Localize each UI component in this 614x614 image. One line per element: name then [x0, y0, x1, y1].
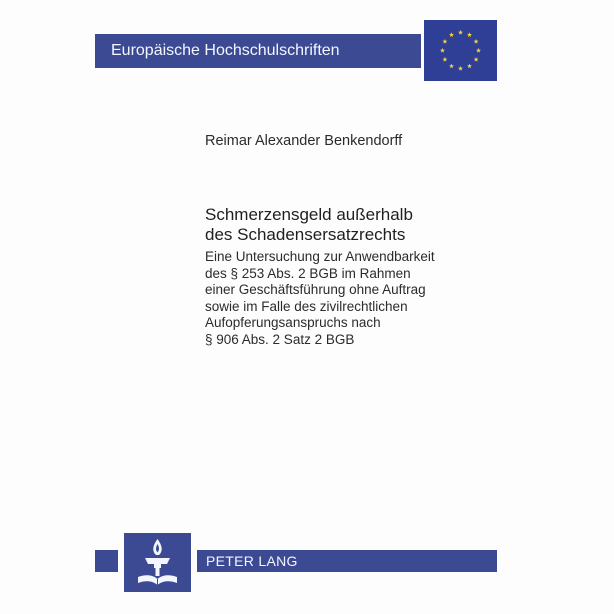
eu-star-icon	[458, 66, 463, 71]
eu-star-icon	[474, 57, 479, 62]
eu-star-icon	[467, 32, 472, 37]
book-title-line: des Schadensersatzrechts	[205, 225, 406, 244]
series-title: Europäische Hochschulschriften	[111, 42, 340, 59]
eu-star-icon	[467, 63, 472, 68]
eu-star-icon	[474, 39, 479, 44]
subtitle-line: des § 253 Abs. 2 BGB im Rahmen	[205, 265, 411, 281]
publisher-lamp-logo-icon	[124, 533, 191, 592]
subtitle-line: Eine Untersuchung zur Anwendbarkeit	[205, 249, 435, 264]
series-title-bar	[95, 34, 421, 68]
book-subtitle	[205, 249, 435, 348]
eu-star-icon	[442, 57, 447, 62]
eu-star-icon	[442, 39, 447, 44]
eu-star-icon	[449, 32, 454, 37]
subtitle-line: sowie im Falle des zivilrechtlichen	[205, 298, 408, 314]
eu-star-icon	[458, 30, 463, 35]
publisher-bar	[197, 550, 497, 572]
eu-star-icon	[449, 63, 454, 68]
book-title	[205, 205, 413, 245]
eu-star-icon	[440, 48, 445, 53]
author-name: Reimar Alexander Benkendorff	[205, 133, 403, 149]
book-title-line: Schmerzensgeld außerhalb	[205, 205, 413, 224]
subtitle-line: § 906 Abs. 2 Satz 2 BGB	[205, 331, 355, 347]
subtitle-line: einer Geschäftsführung ohne Auftrag	[205, 282, 426, 297]
eu-stars-flag-icon	[424, 20, 497, 81]
eu-star-icon	[476, 48, 481, 53]
publisher-name: PETER LANG	[206, 553, 298, 569]
subtitle-line: Aufopferungsanspruchs nach	[205, 315, 381, 330]
decorative-square	[95, 550, 118, 572]
